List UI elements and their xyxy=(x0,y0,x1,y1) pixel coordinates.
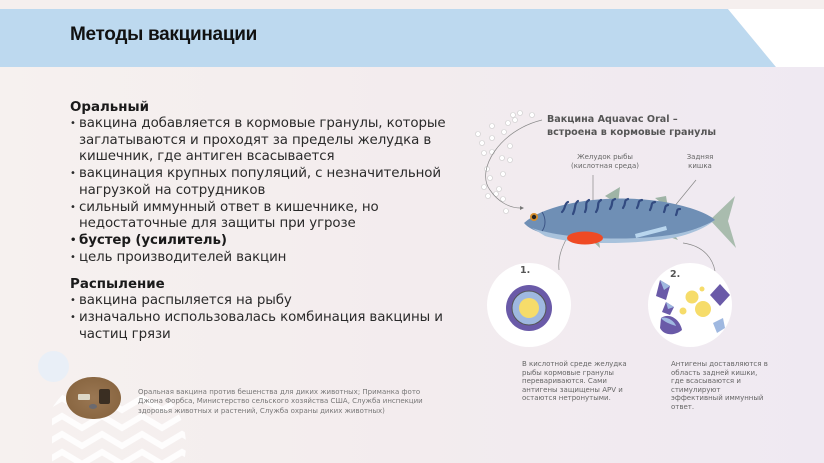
label-line: кишка xyxy=(688,162,712,170)
label-line: Желудок рыбы xyxy=(577,153,633,161)
bullet-item: • изначально использовалась комбинация вакцины и частиц грязи xyxy=(70,310,450,343)
label-line: (кислотная среда) xyxy=(571,162,639,170)
stomach-label xyxy=(565,153,645,171)
hindgut-label xyxy=(680,153,720,171)
diagram-title xyxy=(547,113,767,139)
bait-photo xyxy=(66,377,121,419)
section-title: Оральный xyxy=(70,100,150,115)
section-spray xyxy=(70,276,450,343)
step-number: 1. xyxy=(520,265,531,276)
bullet-list xyxy=(70,116,450,266)
label-line: Задняя xyxy=(686,153,714,161)
diagram-title-line: встроена в кормовые гранулы xyxy=(547,127,717,138)
bullet-item: • вакцина распыляется на рыбу xyxy=(70,293,450,310)
section-title: Распыление xyxy=(70,277,165,293)
step-description: Антигены доставляются в область задней кишки, где всасываются и стимулируют эффективный иммунный ответ. xyxy=(671,360,768,411)
photo-caption: Оральная вакцина против бешенства для диких животных; Приманка фото Джона Форбса, Министерство сельского хозяйства США, Служба инспекции здоровья животных и растений, Служба охраны диких животных) xyxy=(138,388,423,415)
bullet-item: • сильный иммунный ответ в кишечнике, но недостаточные для защиты при угрозе xyxy=(70,200,450,233)
main-content xyxy=(70,99,450,343)
section-oral xyxy=(70,99,450,266)
page-title: Методы вакцинации xyxy=(70,24,257,45)
bullet-list xyxy=(70,293,450,343)
bullet-item: • вакцина добавляется в кормовые гранулы, которые заглатываются и проходят за пределы желудка в кишечник, где антиген всасывается xyxy=(70,116,450,166)
bullet-item: • цель производителей вакцин xyxy=(70,250,450,267)
step-description: В кислотной среде желудка рыбы кормовые гранулы перевариваются. Сами антигены защищены APV и остаются нетронутыми. xyxy=(522,360,627,403)
fish-vaccine-diagram xyxy=(470,100,800,440)
bullet-item: • бустер (усилитель) xyxy=(70,233,450,250)
step-number: 2. xyxy=(670,269,681,280)
bullet-item: • вакцинация крупных популяций, с незначительной нагрузкой на сотрудников xyxy=(70,166,450,199)
top-strip xyxy=(0,0,824,9)
diagram-title-line: Вакцина Aquavac Oral – xyxy=(547,114,678,125)
